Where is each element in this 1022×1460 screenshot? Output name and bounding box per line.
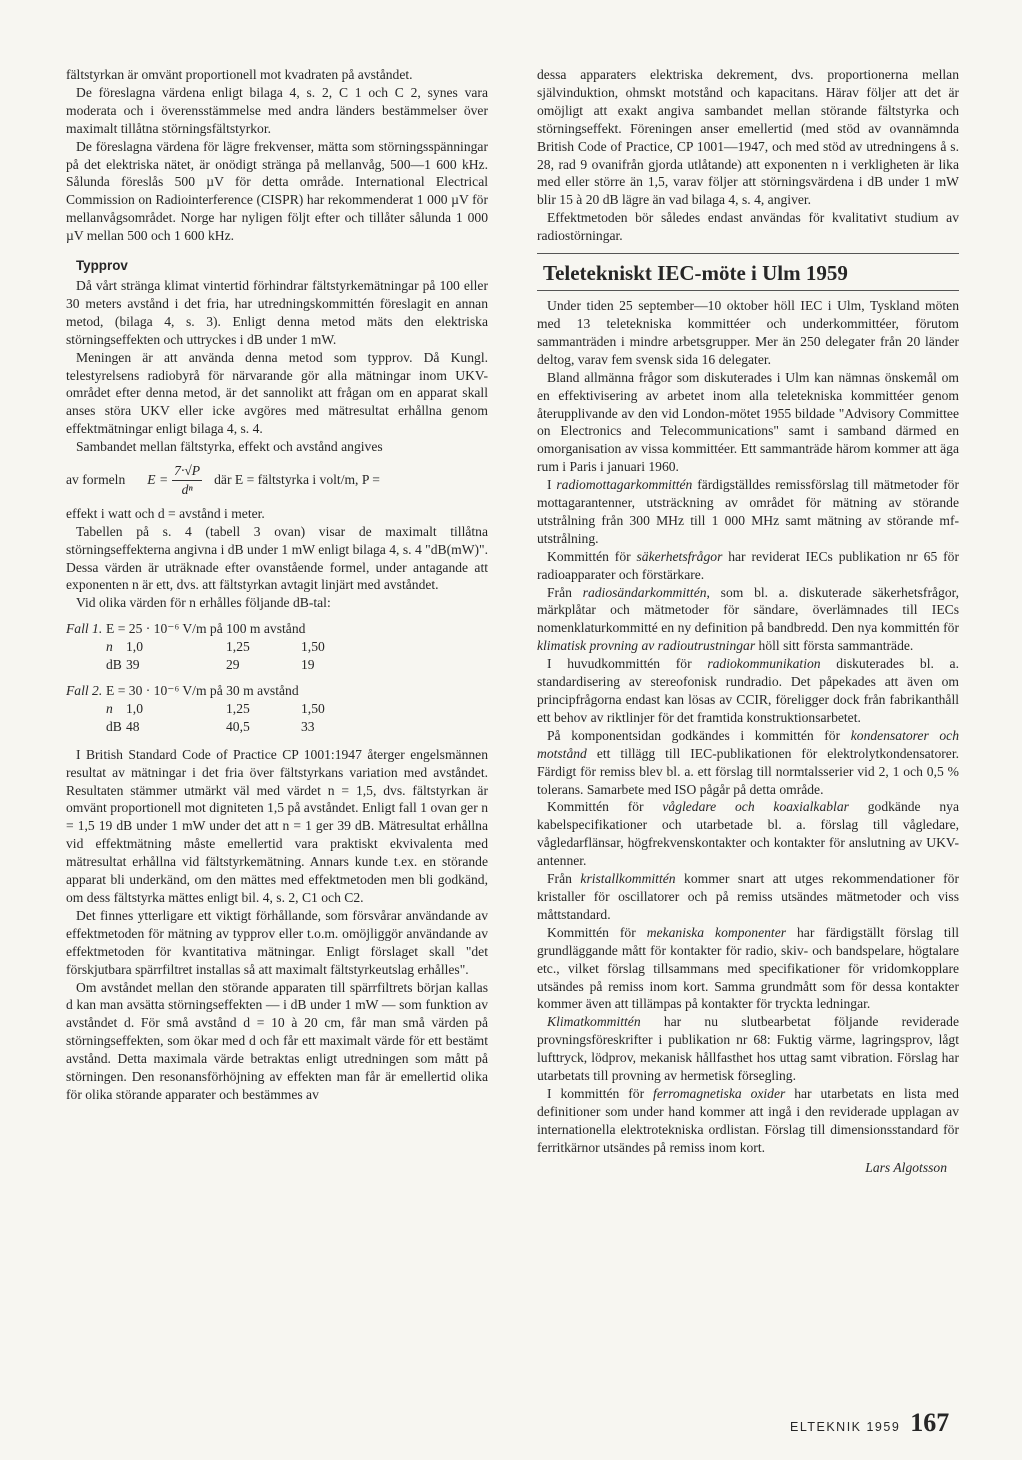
- case-1-db-row: dB 39 29 19: [106, 657, 315, 673]
- field-strength-formula: av formeln E = $\frac{7\cdot√P}{\text{dⁿ}}$ där E = fältstyrka i volt/m, P =: [66, 463, 380, 497]
- paragraph: Vid olika värden för n erhålles följande dB-tal:: [76, 595, 331, 611]
- paragraph: Bland allmänna frågor som diskuterades i Ulm kan nämnas önskemål om en effektivisering av arbetet inom alla teletekniska kommittéer genom återupplivande av den vid London-mötet 1955 bildade "Advisory Committee on Electronics and Telecommunications" samt i samband därmed en omorganisation av vissa kommittéer. Ett sammanträde härom kommer att äga rum i Paris i januari 1960.: [537, 369, 959, 475]
- paragraph: I huvudkommittén för radiokommunikation diskuterades bl. a. standardisering av stereofonisk rundradio. Det påpekades att även om principfrågorna endast kan lösas av CCIR, föreligger dock från fabrikanthåll ett behov av riktlinjer för det framtida konstruktionsarbetet.: [537, 656, 959, 725]
- paragraph: Då vårt stränga klimat vintertid förhindrar fältstyrkemätningar på 100 eller 30 meters avstånd i det fria, har utredningskommittén föreslagit en annan metod, (bilaga 4, s. 3). Enligt denna metod mäts den elektriska störningseffekten och uttryckes i dB under 1 mW.: [66, 277, 488, 347]
- paragraph: fältstyrkan är omvänt proportionell mot kvadraten på avståndet.: [66, 67, 413, 82]
- paragraph: Om avståndet mellan den störande apparaten till spärrfiltrets början kallas d kan man avsätta störningseffekten — i dB under 1 mW — som funktion av avståndet d. För små avstånd d = 10 à 20 cm, får man små värden på störningseffekten, som ökar med d och får ett maximalt värde för ett bestämt avstånd. Detta maximala värde betraktas enligt utredningen som mått på störningen. Den resonansförhöjning av effekten man får är emellertid olika för olika störande apparater och bestämmes av: [66, 979, 488, 1102]
- case-2-n-row: n 1,0 1,25 1,50: [106, 700, 325, 716]
- paragraph: Det finnes ytterligare ett viktigt förhållande, som försvårar användande av effektmetoden för mätning av typprov eller t.o.m. omöjliggör användande av effektmetoden för kvantitativa mätningar. Enligt förslaget skall "det förskjutbara spärrfiltret installas så att maximalt fältstyrkeutslag erhålles".: [66, 907, 488, 977]
- page-number: 167: [910, 1408, 950, 1437]
- paragraph: I radiomottagarkommittén färdigställdes remissförslag till mätmetoder för mottagarantenner, utsträckning av området för mätning av störande utstrålning från 300 MHz till 1 000 MHz samt mätning av störande mf-utstrålning.: [537, 477, 959, 546]
- case-2-db-row: dB 48 40,5 33: [106, 718, 315, 734]
- paragraph: Klimatkommittén har nu slutbearbetat följande reviderade provningsföreskrifter i publikation nr 68: Fuktig värme, lagringsprov, lågt lufttryck, lödprov, mekanisk hållfasthet hos uttag samt vibration. Förslag har utarbetats till provning av hermetisk försegling.: [537, 1014, 959, 1084]
- paragraph: I British Standard Code of Practice CP 1001:1947 återger engelsmännen resultat av mätningar i det fria över fältstyrkans variation med avståndet. Resultaten stämmer utmärkt väl med värdet n = 1,5, dvs. fältstyrkan är omvänt proportionell mot digniteten 1,5 på avståndet. Enligt fall 1 ovan ger n = 1,5 19 dB under 1 mW under det att n = 1 ger 39 dB. Mätresultat erhållna vid effektmätning måste emellertid vara praktiskt ekvivalenta med mätresultat erhållna vid fältstyrkemätning. Annars kunde t.ex. en störande apparat bli underkänd, om den mättes med effektmetoden men bli godkänd, om dess fältstyrka mättes enligt bil. 4, s. 2, C1 och C2.: [66, 746, 488, 905]
- paragraph: Sambandet mellan fältstyrka, effekt och avstånd angives: [76, 439, 383, 455]
- paragraph: Meningen är att använda denna metod som typprov. Då Kungl. telestyrelsens radiobyrå för närvarande gör alla mätningar inom UKV-området efter denna metod, är det sannolikt att frågan om en apparat skall anses störa UKV eller icke avgöres med mätresultat erhållna genom effektmätningar enligt bilaga 4, s. 4.: [66, 349, 488, 437]
- paragraph: Kommittén för säkerhetsfrågor har reviderat IECs publikation nr 65 för radioapparater och förstärkare.: [537, 548, 959, 582]
- paragraph: I kommittén för ferromagnetiska oxider har utarbetats en lista med definitioner som under hand kommer att ingå i den reviderade upplagan av internationella elektrotekniska ordlistan. Förslag till dimensionsstandard för ferritkärnor utsändes på remiss inom kort.: [537, 1085, 959, 1155]
- paragraph: Effektmetoden bör således endast användas för kvalitativt studium av radiostörningar.: [537, 210, 959, 244]
- paragraph: Från radiosändarkommittén, som bl. a. diskuterade säkerhetsfrågor, märkplåtar och mätmetoder för sändare, överlämnades till IECs nomenklaturkommitté en ny definition på bandbredd. Den nya kommittén för klimatisk provning av radioutrustningar höll sitt första sammanträde.: [537, 584, 959, 654]
- case-1-n-row: n 1,0 1,25 1,50: [106, 639, 325, 655]
- right-column: [537, 66, 959, 1176]
- case-2: Fall 2. E = 30 · 10⁻⁶ V/m på 30 m avstånd n 1,0 1,25 1,50 dB 48 40,5 33: [66, 682, 488, 736]
- paragraph: Under tiden 25 september—10 oktober höll IEC i Ulm, Tyskland möten med 13 teletekniska kommittéer och underkommittéer, förutom sammanträden i mindre arbetsgrupper. Mer än 250 delegater från 20 länder deltog, varav fem svensk sida 16 delegater.: [537, 298, 959, 367]
- paragraph: På komponentsidan godkändes i kommittén för kondensatorer och motstånd ett tillägg till IEC-publikationen för elektrolytkondensatorer. Färdigt för remiss blev bl. a. ett förslag till normtalsserier vid 2, 1 och 0,5 % tolerans. Samarbete med ISO pågår på detta område.: [537, 727, 959, 797]
- case-1: Fall 1. E = 25 · 10⁻⁶ V/m på 100 m avstånd n 1,0 1,25 1,50 dB 39 29 19: [66, 620, 488, 674]
- left-column: [66, 66, 488, 1104]
- paragraph: Kommittén för vågledare och koaxialkablar godkände nya kabelspecifikationer och utarbetade bl. a. förslag till vågledare, vågledarflänsar, högfrekvenskontakter och kontakter för anslutning av UKV-antenner.: [537, 799, 959, 869]
- article-heading: Teletekniskt IEC-möte i Ulm 1959: [537, 253, 959, 291]
- author-signature: Lars Algotsson: [865, 1159, 947, 1175]
- paragraph: effekt i watt och d = avstånd i meter.: [66, 505, 265, 521]
- paragraph: Kommittén för mekaniska komponenter har färdigställt förslag till grundläggande mått för kontakter för radio, skiv- och bandspelare, högtalare etc., vilket förslag tillsammans med specifikationer för vridomkopplare utsändes på remiss inom kort. Samma grundmått som för dessa kontakter kommer även att tillämpas på kontakter för tryckta ledningar.: [537, 924, 959, 1012]
- paragraph: De föreslagna värdena enligt bilaga 4, s. 2, C 1 och C 2, synes vara moderata och i överensstämmelse med andra länders bestämmelser över maximalt tillåtna störningsfältstyrkor.: [66, 84, 488, 136]
- page-footer: [790, 1408, 949, 1438]
- magazine-name: ELTEKNIK 1959: [790, 1420, 901, 1434]
- paragraph: dessa apparaters elektriska dekrement, dvs. proportionerna mellan självinduktion, ohmskt motstånd och kapacitans. Härav följer att det är omöjligt att exakt angiva sambandet mellan störande fältstyrka och störningseffekt. Föreningen anser emellertid (med stöd av ovannämnda British Code of Practice, CP 1001—1947, och med stöd av utredningens å s. 28, rad 9 ovanifrån gjorda utlåtande) att exponenten n i verkligheten är lika med eller större än 1,5, varav följer att störningsvärdena i dB under 1 mW blir 15 à 20 dB lägre än vad bilaga 4, s. 4, angiver.: [537, 67, 959, 208]
- subheading-typprov: Typprov: [76, 258, 128, 274]
- formula-fraction: $\frac{7\cdot√P}{\text{dⁿ}}$: [174, 463, 201, 497]
- paragraph: Tabellen på s. 4 (tabell 3 ovan) visar de maximalt tillåtna störningseffekterna angivna i dB under 1 mW enligt bilaga 4, s. 4 "dB(mW)". Dessa värden är uträknade efter ovanstående formel, under antagande att exponenten n är ett, dvs. att fältstyrkan avtagit linjärt med avståndet.: [66, 523, 488, 593]
- paragraph: De föreslagna värdena för lägre frekvenser, mätta som störningsspänningar på det elektriska nätet, är onödigt stränga på mellanvåg, 500—1 600 kHz. Sålunda föreslås 500 µV för detta område. International Electrical Commission on Radiointerference (CISPR) har rekommenderat 1 000 µV för mellanvågsområdet. Norge har nyligen följt efter och tillåter sålunda 1 000 µV mellan 500 och 1 600 kHz.: [66, 138, 488, 244]
- paragraph: Från kristallkommittén kommer snart att utges rekommendationer för kristaller för oscillatorer och på remiss utsändes mätmetoder och viss måttstandard.: [537, 871, 959, 922]
